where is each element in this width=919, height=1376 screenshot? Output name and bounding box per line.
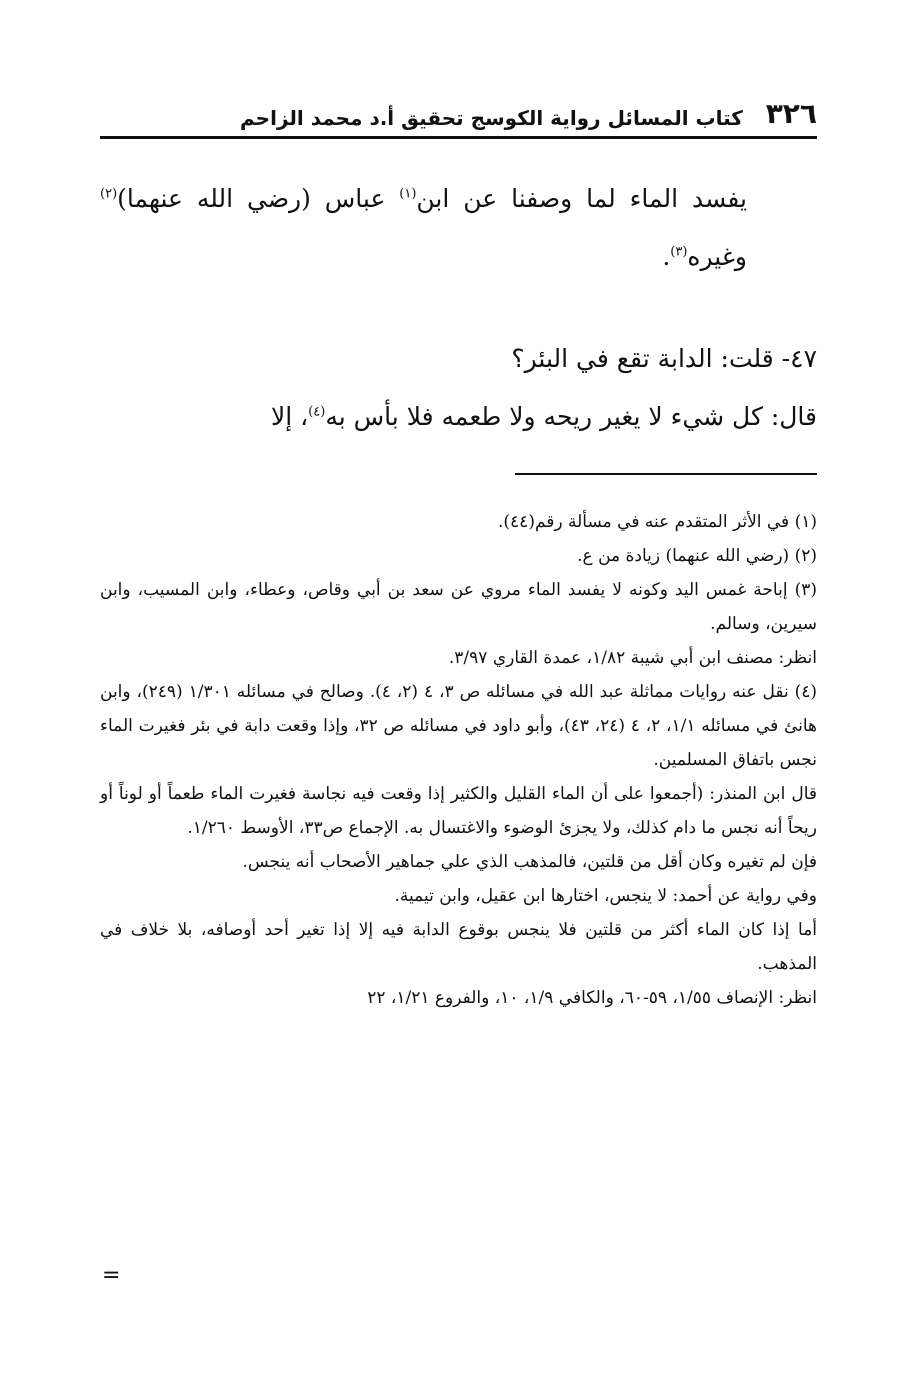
footnote-3: (٣) إباحة غمس اليد وكونه لا يفسد الماء مروي عن سعد بن أبي وقاص، وعطاء، وابن المسيب، وابن سيرين، وسالم. <box>100 580 817 634</box>
para1-text-3: وغيره <box>687 242 747 271</box>
para1-text-2: عباس (رضي الله عنهما) <box>117 184 400 213</box>
body-paragraph-1 <box>100 170 817 286</box>
header-rule <box>100 136 817 139</box>
page-header <box>100 90 817 130</box>
footnote-4-paragraph-6: انظر: الإنصاف ١/٥٥، ٥٩-٦٠، والكافي ١/٩، ١٠، والفروع ١/٢١، ٢٢ <box>367 988 817 1008</box>
footnote-ref-2[interactable]: (٢) <box>100 186 118 202</box>
footnote-3-reference: انظر: مصنف ابن أبي شيبة ١/٨٢، عمدة القاري ٣/٩٧. <box>448 648 817 668</box>
question-47 <box>100 330 817 446</box>
para1-text-4: . <box>662 242 671 271</box>
footnotes <box>100 505 817 1015</box>
running-title: كتاب المسائل رواية الكوسج تحقيق أ.د محمد الزاحم <box>240 106 743 130</box>
footnote-4-paragraph-2: قال ابن المنذر: (أجمعوا على أن الماء القليل والكثير إذا وقعت فيه نجاسة فغيرت الماء طعماً أو لوناً أو ريحاً أنه نجس ما دام كذلك، ولا يجزئ الوضوء والاغتسال به. الإجماع ص٣٣، الأوسط ١/٢٦٠. <box>100 784 817 838</box>
answer-47-text: قال: كل شيء لا يغير ريحه ولا طعمه فلا بأس به <box>325 402 817 431</box>
footnote-ref-4[interactable]: (٤) <box>308 404 326 420</box>
footnote-4-paragraph-5: أما إذا كان الماء أكثر من قلتين فلا ينجس بوقوع الدابة فيه إلا إذا تغير أحد أوصافه، بلا خلاف في المذهب. <box>100 920 817 974</box>
footnote-4-paragraph-3: فإن لم تغيره وكان أقل من قلتين، فالمذهب الذي علي جماهير الأصحاب أنه ينجس. <box>242 852 817 872</box>
footnote-4-paragraph-4: وفي رواية عن أحمد: لا ينجس، اختارها ابن عقيل، وابن تيمية. <box>394 886 817 906</box>
answer-47-tail: ، إلا <box>270 402 309 431</box>
footnote-ref-3[interactable]: (٣) <box>670 244 688 260</box>
question-47-text: ٤٧- قلت: الدابة تقع في البئر؟ <box>511 344 817 373</box>
para1-text-1: يفسد الماء لما وصفنا عن ابن <box>416 184 747 213</box>
footnote-4: (٤) نقل عنه روايات مماثلة عبد الله في مسائله ص ٣، ٤ (٢، ٤). وصالح في مسائله ١/٣٠١ (٢٤٩)، وابن هانئ في مسائله ١/١، ٢، ٤ (٢٤، ٤٣)، وأبو داود في مسائله ص ٣٢، وإذا وقعت دابة في بئر فغيرت الماء نجس باتفاق المسلمين. <box>100 682 818 770</box>
footnote-2: (٢) (رضي الله عنهما) زيادة من ع. <box>577 546 817 566</box>
footnote-1: (١) في الأثر المتقدم عنه في مسألة رقم(٤٤). <box>498 512 817 532</box>
answer-47 <box>100 388 817 446</box>
page-number: ٣٢٦ <box>765 97 817 130</box>
footnote-ref-1[interactable]: (١) <box>399 186 417 202</box>
footnote-separator <box>515 473 817 475</box>
continued-mark: = <box>102 1263 121 1288</box>
